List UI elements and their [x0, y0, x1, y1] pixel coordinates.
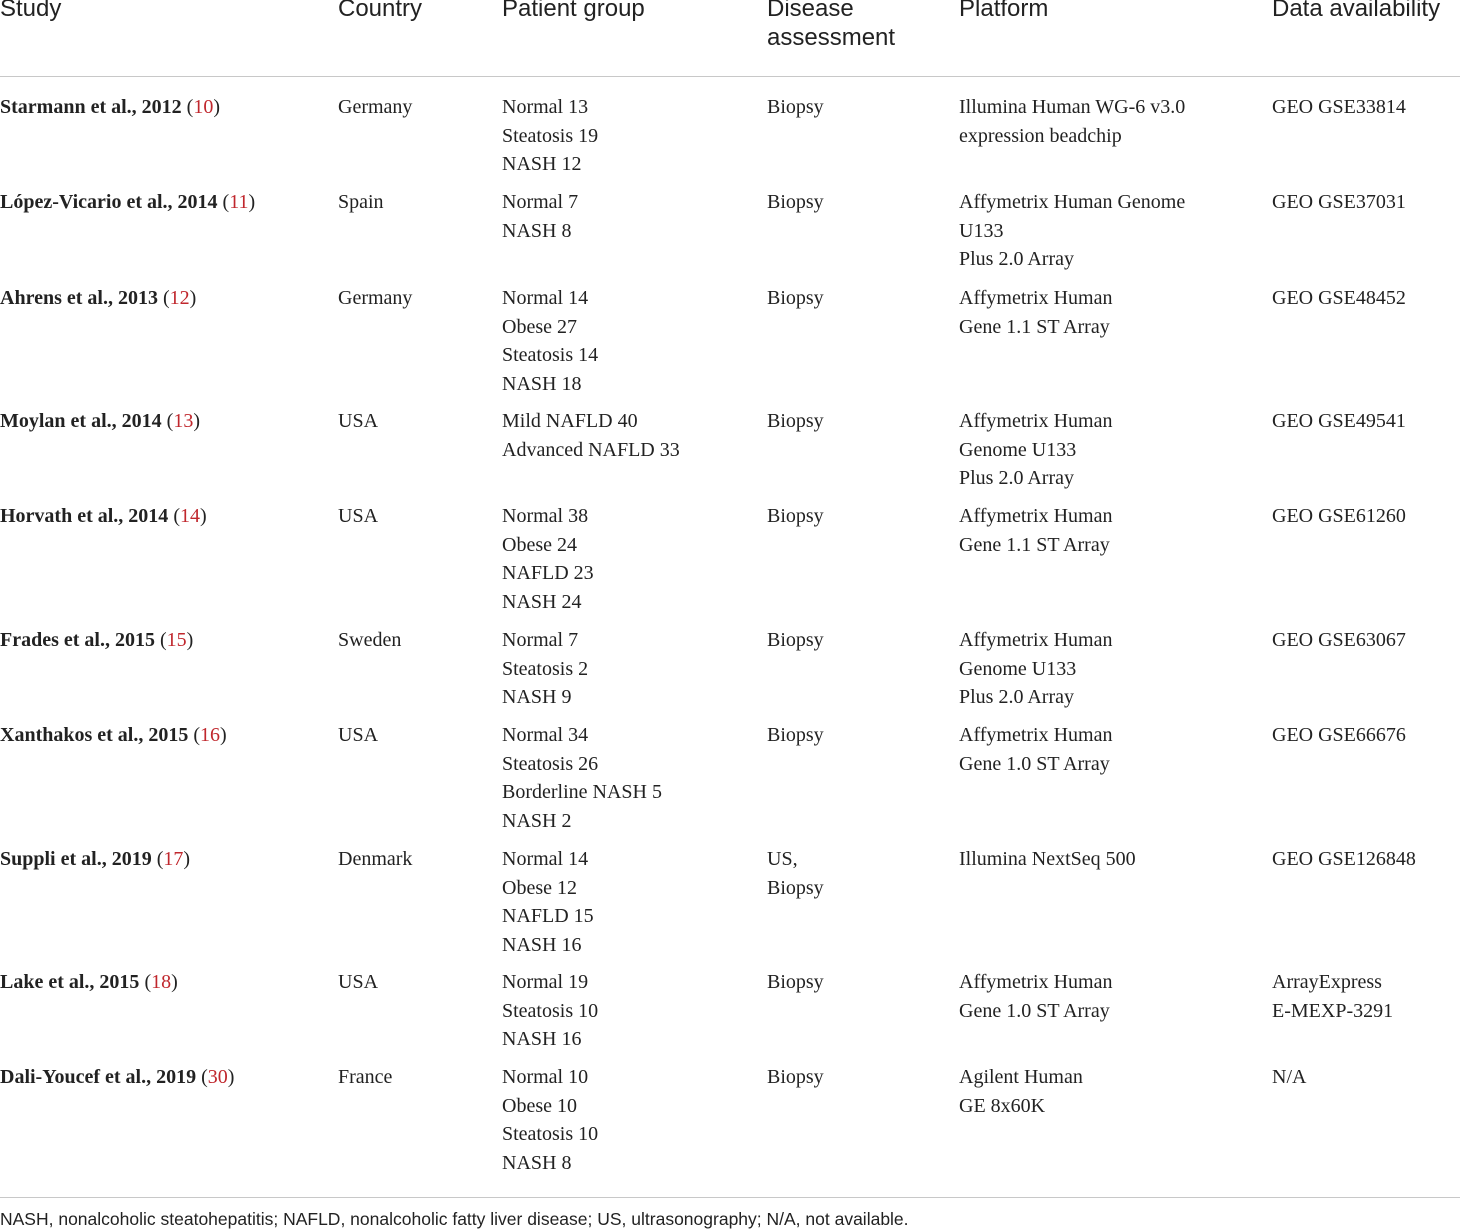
- patient-group-line: Steatosis 10: [502, 999, 599, 1022]
- reference-link[interactable]: 10: [193, 96, 214, 118]
- patient-group-cell: [502, 502, 594, 617]
- platform-cell: [959, 968, 1113, 1025]
- patient-group-cell: [502, 626, 588, 712]
- platform-line: U133: [959, 219, 1004, 242]
- platform-cell: [959, 502, 1113, 559]
- header-disease-assessment-line: assessment: [767, 24, 896, 51]
- patient-group-line: Normal 14: [502, 287, 589, 309]
- data-availability-cell: [1272, 1063, 1306, 1092]
- data-availability-line: GEO GSE48452: [1272, 287, 1406, 309]
- platform-line: Plus 2.0 Array: [959, 686, 1074, 709]
- platform-line: Gene 1.0 ST Array: [959, 999, 1110, 1022]
- patient-group-line: Normal 14: [502, 848, 589, 870]
- disease-assessment-cell: [767, 1063, 824, 1092]
- header-study: Study: [0, 0, 62, 22]
- ref-open-paren: (: [173, 505, 180, 527]
- patient-group-cell: [502, 968, 598, 1054]
- platform-line: expression beadchip: [959, 124, 1122, 147]
- patient-group-cell: [502, 845, 594, 960]
- patient-group-line: Steatosis 14: [502, 344, 599, 367]
- patient-group-line: Normal 38: [502, 505, 589, 527]
- data-availability-cell: [1272, 188, 1406, 217]
- platform-line: Affymetrix Human Genome: [959, 191, 1186, 213]
- platform-line: Affymetrix Human: [959, 724, 1113, 746]
- ref-open-paren: (: [159, 629, 167, 651]
- data-availability-line: GEO GSE49541: [1272, 410, 1406, 432]
- patient-group-line: Obese 12: [502, 876, 577, 899]
- reference-link[interactable]: 12: [169, 287, 190, 309]
- disease-assessment-line: Biopsy: [767, 287, 824, 309]
- disease-assessment-cell: [767, 188, 824, 217]
- data-availability-cell: [1272, 845, 1416, 874]
- platform-cell: [959, 188, 1185, 274]
- reference-link[interactable]: 18: [151, 971, 172, 993]
- disease-assessment-line: Biopsy: [767, 191, 824, 213]
- data-availability-cell: [1272, 626, 1406, 655]
- patient-group-line: NASH 8: [502, 1152, 572, 1175]
- patient-group-cell: [502, 93, 598, 179]
- country-cell: USA: [338, 724, 379, 746]
- patient-group-line: Borderline NASH 5: [502, 781, 662, 804]
- ref-open-paren: (: [186, 96, 194, 118]
- table-footnote: NASH, nonalcoholic steatohepatitis; NAFLD, nonalcoholic fatty liver disease; US, ultrasonography; N/A, not available.: [0, 1209, 909, 1229]
- ref-close-paren: ): [220, 724, 227, 746]
- study-name: Frades et al., 2015: [0, 629, 155, 651]
- patient-group-line: NASH 18: [502, 373, 582, 396]
- ref-open-paren: (: [166, 410, 174, 432]
- ref-close-paren: ): [199, 505, 207, 527]
- platform-line: Genome U133: [959, 657, 1077, 680]
- reference-link[interactable]: 14: [179, 505, 200, 527]
- study-cell: [0, 626, 193, 655]
- disease-assessment-cell: [767, 968, 824, 997]
- patient-group-line: NASH 8: [502, 219, 572, 242]
- disease-assessment-line: Biopsy: [767, 410, 824, 432]
- study-cell: [0, 968, 178, 997]
- platform-cell: [959, 845, 1136, 874]
- study-cell: [0, 93, 220, 122]
- patient-group-line: Normal 13: [502, 96, 589, 118]
- header-disease-assessment-line: Disease: [767, 0, 854, 22]
- header-rule: [0, 76, 1460, 77]
- data-availability-cell: [1272, 968, 1393, 1025]
- data-availability-cell: [1272, 407, 1406, 436]
- study-name: Xanthakos et al., 2015: [0, 724, 189, 746]
- header-country: Country: [338, 0, 423, 22]
- platform-line: Genome U133: [959, 438, 1077, 461]
- platform-line: Gene 1.1 ST Array: [959, 315, 1110, 338]
- country-cell: Spain: [338, 191, 384, 213]
- platform-line: Illumina Human WG-6 v3.0: [959, 96, 1186, 118]
- data-availability-line: GEO GSE126848: [1272, 848, 1416, 870]
- country-cell: USA: [338, 410, 379, 432]
- country-cell: Sweden: [338, 629, 402, 651]
- platform-line: Affymetrix Human: [959, 629, 1113, 651]
- disease-assessment-line: Biopsy: [767, 96, 824, 118]
- patient-group-cell: [502, 1063, 598, 1178]
- ref-close-paren: ): [248, 191, 256, 213]
- data-availability-cell: [1272, 502, 1406, 531]
- data-availability-line: GEO GSE61260: [1272, 505, 1406, 527]
- platform-cell: [959, 93, 1185, 150]
- platform-cell: [959, 721, 1113, 778]
- ref-close-paren: ): [171, 971, 178, 993]
- platform-line: Affymetrix Human: [959, 410, 1113, 432]
- study-name: Lake et al., 2015: [0, 971, 140, 993]
- platform-cell: [959, 626, 1113, 712]
- reference-link[interactable]: 17: [163, 848, 184, 870]
- disease-assessment-line: Biopsy: [767, 971, 824, 993]
- platform-cell: [959, 284, 1113, 341]
- ref-close-paren: ): [183, 848, 191, 870]
- header-data-availability: Data availability: [1272, 0, 1441, 22]
- patient-group-cell: [502, 407, 680, 464]
- platform-line: Illumina NextSeq 500: [959, 848, 1136, 870]
- patient-group-line: Obese 24: [502, 533, 577, 556]
- disease-assessment-line: Biopsy: [767, 1066, 824, 1088]
- reference-link[interactable]: 11: [229, 191, 249, 213]
- study-name: López-Vicario et al., 2014: [0, 191, 218, 213]
- patient-group-line: NASH 16: [502, 1028, 582, 1051]
- disease-assessment-cell: [767, 626, 824, 655]
- disease-assessment-cell: [767, 721, 824, 750]
- study-name: Dali-Youcef et al., 2019: [0, 1066, 197, 1088]
- disease-assessment-cell: [767, 284, 824, 313]
- patient-group-line: NAFLD 23: [502, 562, 594, 585]
- disease-assessment-line: US,: [767, 848, 798, 870]
- patient-group-line: Steatosis 10: [502, 1123, 599, 1146]
- country-cell: France: [338, 1066, 393, 1088]
- ref-close-paren: ): [213, 96, 221, 118]
- disease-assessment-line: Biopsy: [767, 629, 824, 651]
- patient-group-line: NAFLD 15: [502, 905, 594, 928]
- platform-line: Plus 2.0 Array: [959, 467, 1074, 490]
- disease-assessment-cell: [767, 407, 824, 436]
- header-platform: Platform: [959, 0, 1049, 22]
- ref-close-paren: ): [227, 1066, 235, 1088]
- platform-line: Agilent Human: [959, 1066, 1083, 1088]
- patient-group-line: Steatosis 2: [502, 657, 589, 680]
- patient-group-line: NASH 2: [502, 810, 572, 833]
- patient-group-line: NASH 24: [502, 591, 582, 614]
- platform-line: Gene 1.0 ST Array: [959, 752, 1110, 775]
- study-cell: [0, 1063, 234, 1092]
- study-name: Suppli et al., 2019: [0, 848, 152, 870]
- data-availability-line: GEO GSE33814: [1272, 96, 1406, 118]
- disease-assessment-line: Biopsy: [767, 505, 824, 527]
- platform-line: Affymetrix Human: [959, 505, 1113, 527]
- patient-group-line: NASH 9: [502, 686, 572, 709]
- patient-group-line: NASH 12: [502, 153, 582, 176]
- ref-close-paren: ): [186, 629, 194, 651]
- platform-line: GE 8x60K: [959, 1094, 1046, 1117]
- ref-open-paren: (: [201, 1066, 208, 1088]
- disease-assessment-cell: [767, 502, 824, 531]
- data-availability-cell: [1272, 93, 1406, 122]
- ref-open-paren: (: [156, 848, 164, 870]
- patient-group-cell: [502, 188, 578, 245]
- study-cell: [0, 284, 196, 313]
- patient-group-line: Steatosis 26: [502, 752, 599, 775]
- study-cell: [0, 502, 207, 531]
- ref-open-paren: (: [222, 191, 230, 213]
- ref-open-paren: (: [162, 287, 170, 309]
- patient-group-line: Obese 27: [502, 315, 577, 338]
- patient-group-line: Mild NAFLD 40: [502, 410, 638, 432]
- ref-close-paren: ): [189, 287, 197, 309]
- reference-link[interactable]: 16: [200, 724, 221, 746]
- data-availability-cell: [1272, 721, 1406, 750]
- platform-cell: [959, 407, 1113, 493]
- patient-group-line: Advanced NAFLD 33: [502, 438, 680, 461]
- patient-group-line: NASH 16: [502, 934, 582, 957]
- country-cell: Denmark: [338, 848, 413, 870]
- bottom-rule: [0, 1197, 1460, 1198]
- country-cell: USA: [338, 505, 379, 527]
- disease-assessment-cell: [767, 845, 824, 902]
- patient-group-line: Normal 19: [502, 971, 589, 993]
- ref-close-paren: ): [193, 410, 200, 432]
- country-cell: Germany: [338, 96, 413, 118]
- ref-open-paren: (: [144, 971, 152, 993]
- data-availability-line: N/A: [1272, 1066, 1307, 1088]
- patient-group-line: Obese 10: [502, 1094, 577, 1117]
- platform-line: Affymetrix Human: [959, 971, 1113, 993]
- study-cell: [0, 845, 190, 874]
- platform-cell: [959, 1063, 1083, 1120]
- data-availability-line: GEO GSE63067: [1272, 629, 1406, 651]
- data-availability-line: GEO GSE37031: [1272, 191, 1406, 213]
- reference-link[interactable]: 15: [166, 629, 187, 651]
- disease-assessment-line: Biopsy: [767, 724, 824, 746]
- reference-link[interactable]: 13: [173, 410, 194, 432]
- data-availability-line: E-MEXP-3291: [1272, 999, 1394, 1022]
- study-name: Moylan et al., 2014: [0, 410, 162, 432]
- study-name: Horvath et al., 2014: [0, 505, 169, 527]
- patient-group-line: Normal 7: [502, 629, 579, 651]
- country-cell: Germany: [338, 287, 413, 309]
- header-patient-group: Patient group: [502, 0, 645, 22]
- patient-group-cell: [502, 721, 662, 836]
- reference-link[interactable]: 30: [207, 1066, 228, 1088]
- disease-assessment-line: Biopsy: [767, 876, 824, 899]
- patient-group-cell: [502, 284, 598, 399]
- patient-group-line: Normal 10: [502, 1066, 589, 1088]
- study-name: Starmann et al., 2012: [0, 96, 182, 118]
- study-name: Ahrens et al., 2013: [0, 287, 158, 309]
- patient-group-line: Normal 7: [502, 191, 579, 213]
- header-disease-assessment: [767, 0, 895, 52]
- table-header: [0, 0, 1460, 76]
- data-availability-cell: [1272, 284, 1406, 313]
- study-cell: [0, 407, 200, 436]
- data-availability-line: ArrayExpress: [1272, 971, 1382, 993]
- platform-line: Affymetrix Human: [959, 287, 1113, 309]
- patient-group-line: Steatosis 19: [502, 124, 599, 147]
- patient-group-line: Normal 34: [502, 724, 589, 746]
- country-cell: USA: [338, 971, 379, 993]
- platform-line: Plus 2.0 Array: [959, 248, 1074, 271]
- data-availability-line: GEO GSE66676: [1272, 724, 1406, 746]
- ref-open-paren: (: [193, 724, 201, 746]
- platform-line: Gene 1.1 ST Array: [959, 533, 1110, 556]
- study-cell: [0, 721, 227, 750]
- study-cell: [0, 188, 255, 217]
- disease-assessment-cell: [767, 93, 824, 122]
